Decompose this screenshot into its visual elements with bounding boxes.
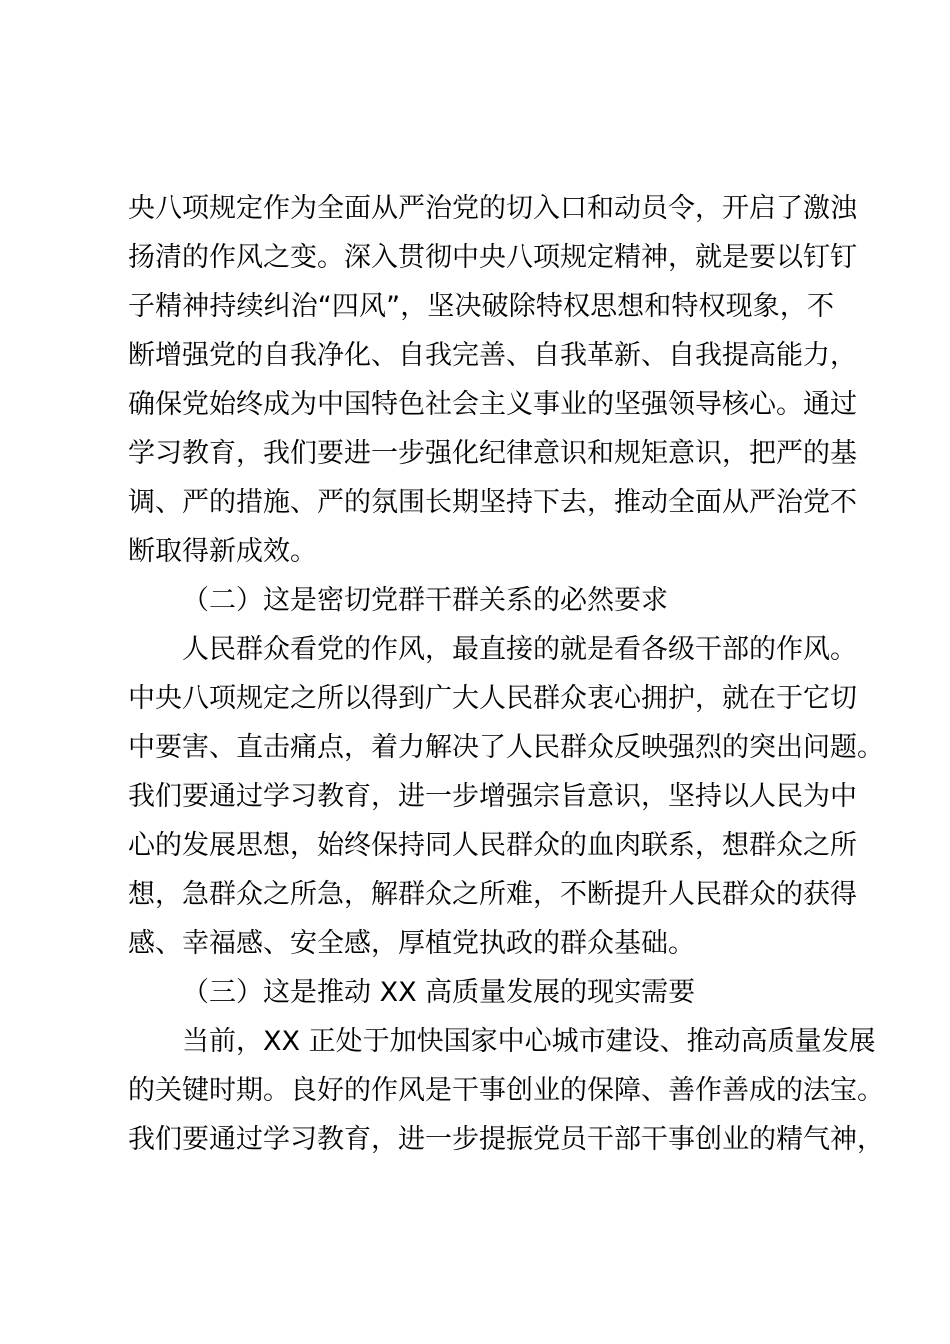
text-line: 人民群众看党的作风，最直接的就是看各级干部的作风。 [182, 634, 857, 665]
text-line: 学习教育，我们要进一步强化纪律意识和规矩意识，把严的基 [128, 438, 857, 469]
text-line: 扬清的作风之变。深入贯彻中央八项规定精神，就是要以钉钉 [128, 242, 857, 273]
text-line: 断增强党的自我净化、自我完善、自我革新、自我提高能力， [128, 340, 857, 371]
text-line: 想，急群众之所急，解群众之所难，不断提升人民群众的获得 [128, 879, 857, 910]
text-line: 央八项规定作为全面从严治党的切入口和动员令，开启了激浊 [128, 193, 857, 224]
text-line: 中要害、直击痛点，着力解决了人民群众反映强烈的突出问题。 [128, 732, 884, 763]
section-heading: （二）这是密切党群干群关系的必然要求 [182, 585, 668, 616]
text-line: 调、严的措施、严的氛围长期坚持下去，推动全面从严治党不 [128, 487, 857, 518]
text-line: 确保党始终成为中国特色社会主义事业的坚强领导核心。通过 [128, 389, 857, 420]
text-line: 感、幸福感、安全感，厚植党执政的群众基础。 [128, 928, 695, 959]
text-line: 我们要通过学习教育，进一步提振党员干部干事创业的精气神， [128, 1124, 884, 1155]
text-line: 我们要通过学习教育，进一步增强宗旨意识，坚持以人民为中 [128, 781, 857, 812]
section-heading: （三）这是推动 XX 高质量发展的现实需要 [182, 977, 696, 1008]
text-line: 中央八项规定之所以得到广大人民群众衷心拥护，就在于它切 [128, 683, 857, 714]
text-line: 断取得新成效。 [128, 536, 317, 567]
text-line: 的关键时期。良好的作风是干事创业的保障、善作善成的法宝。 [128, 1075, 884, 1106]
document-body [128, 184, 884, 1164]
text-line: 子精神持续纠治“四风”，坚决破除特权思想和特权现象，不 [128, 291, 834, 322]
text-line: 当前，XX 正处于加快国家中心城市建设、推动高质量发展 [182, 1026, 876, 1057]
text-line: 心的发展思想，始终保持同人民群众的血肉联系，想群众之所 [128, 830, 857, 861]
